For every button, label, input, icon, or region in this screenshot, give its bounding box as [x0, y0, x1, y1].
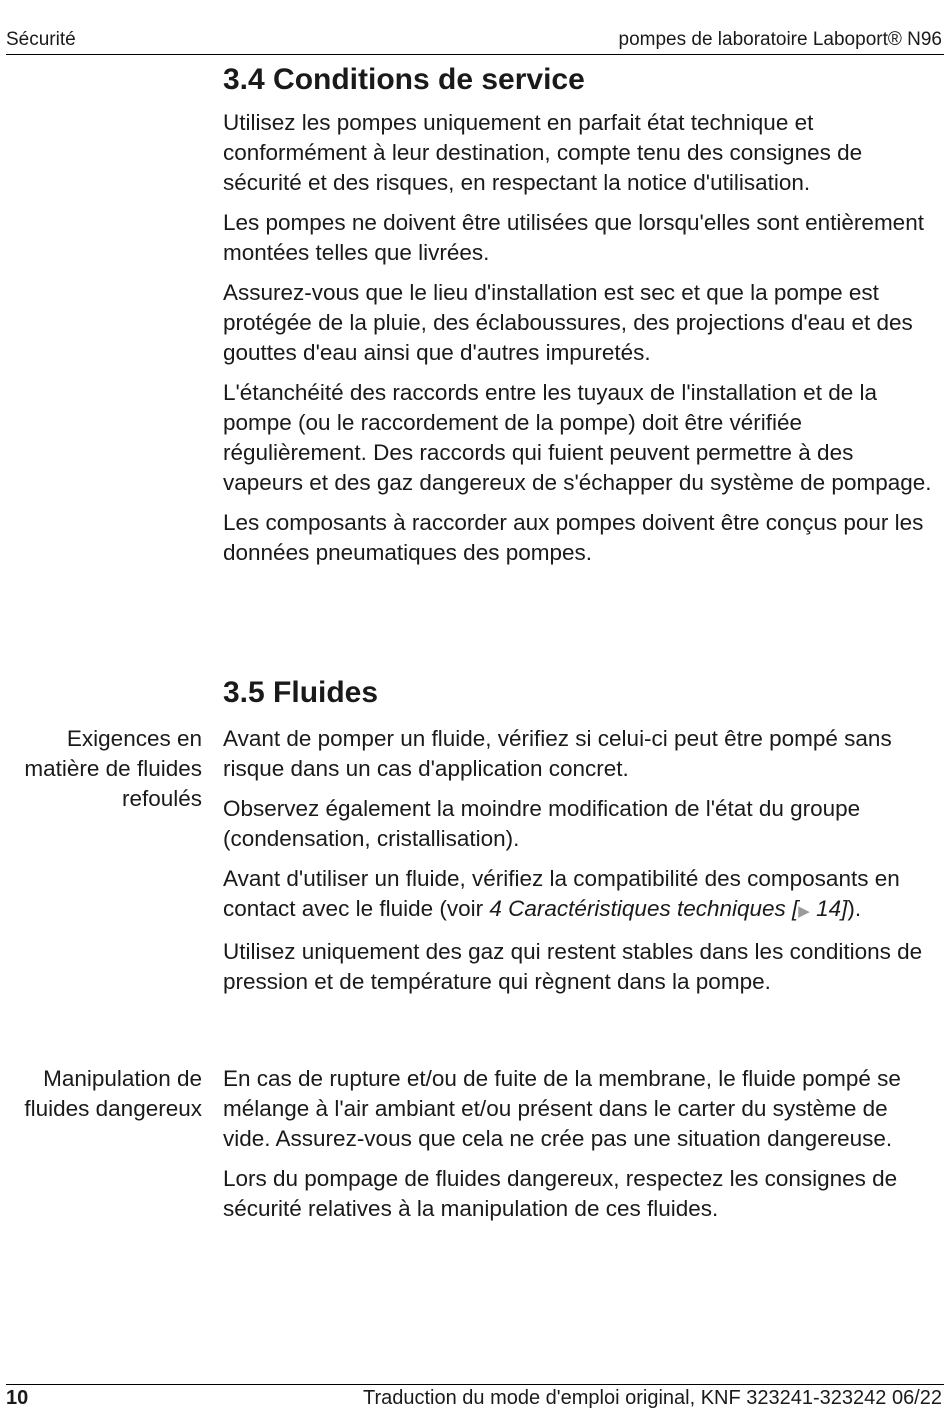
document-reference: Traduction du mode d'emploi original, KNF 323241-323242 06/22	[362, 1387, 942, 1409]
paragraph: Observez également la moindre modification de l'état du groupe (condensation, cristallisation).	[223, 796, 861, 851]
section-fluides-heading	[223, 675, 938, 711]
section-conditions-de-service	[223, 62, 938, 568]
section-fluides-body-2	[223, 1064, 938, 1224]
page-arrow-icon: ▶	[798, 903, 810, 920]
cross-reference-link[interactable]	[489, 896, 847, 921]
page-number: 10	[6, 1387, 29, 1409]
paragraph: Utilisez uniquement des gaz qui restent stables dans les conditions de pression et de température qui règnent dans la pompe.	[223, 939, 923, 994]
header-rule	[6, 54, 944, 55]
section-title: 3.5 Fluides	[223, 676, 379, 709]
running-header-title: pompes de laboratoire Laboport® N96	[618, 29, 942, 50]
paragraph: En cas de rupture et/ou de fuite de la membrane, le fluide pompé se mélange à l'air ambiant et/ou présent dans le carter du système de vide. Assurez-vous que cela ne crée pas une situation dangereuse.	[223, 1066, 901, 1151]
section-title: 3.4 Conditions de service	[223, 63, 585, 96]
paragraph: L'étanchéité des raccords entre les tuyaux de l'installation et de la pompe (ou le raccordement de la pompe) doit être vérifiée régulièrement. Des raccords qui fuient peuvent permettre à des vapeurs et des gaz dangereux de s'échapper du système de pompage.	[223, 380, 932, 495]
cross-reference-label: 4 Caractéristiques techniques [	[489, 896, 799, 921]
paragraph: Lors du pompage de fluides dangereux, respectez les consignes de sécurité relatives à la manipulation de ces fluides.	[223, 1166, 898, 1221]
margin-note-exigences: Exigences en matière de fluides refoulés	[24, 726, 202, 811]
paragraph: Les composants à raccorder aux pompes doivent être conçus pour les données pneumatiques des pompes.	[223, 510, 924, 565]
paragraph: Avant de pomper un fluide, vérifiez si celui-ci peut être pompé sans risque dans un cas d'application concret.	[223, 726, 892, 781]
paragraph	[223, 864, 938, 927]
paragraph: Assurez-vous que le lieu d'installation est sec et que la pompe est protégée de la pluie, des éclaboussures, des projections d'eau et des gouttes d'eau ainsi que d'autres impuretés.	[223, 280, 913, 365]
paragraph: Utilisez les pompes uniquement en parfait état technique et conformément à leur destination, compte tenu des consignes de sécurité et des risques, en respectant la notice d'utilisation.	[223, 110, 863, 195]
cross-reference-page: 14]	[809, 896, 848, 921]
running-header-section: Sécurité	[6, 29, 76, 50]
paragraph-text: Avant d'utiliser un fluide, vérifiez la compatibilité des composants en contact avec le fluide (voir	[223, 866, 900, 921]
section-fluides-body-1	[223, 724, 938, 997]
paragraph: Les pompes ne doivent être utilisées que lorsqu'elles sont entièrement montées telles que livrées.	[223, 210, 924, 265]
margin-note-manipulation: Manipulation de fluides dangereux	[24, 1066, 202, 1121]
paragraph-text: ).	[847, 896, 862, 921]
